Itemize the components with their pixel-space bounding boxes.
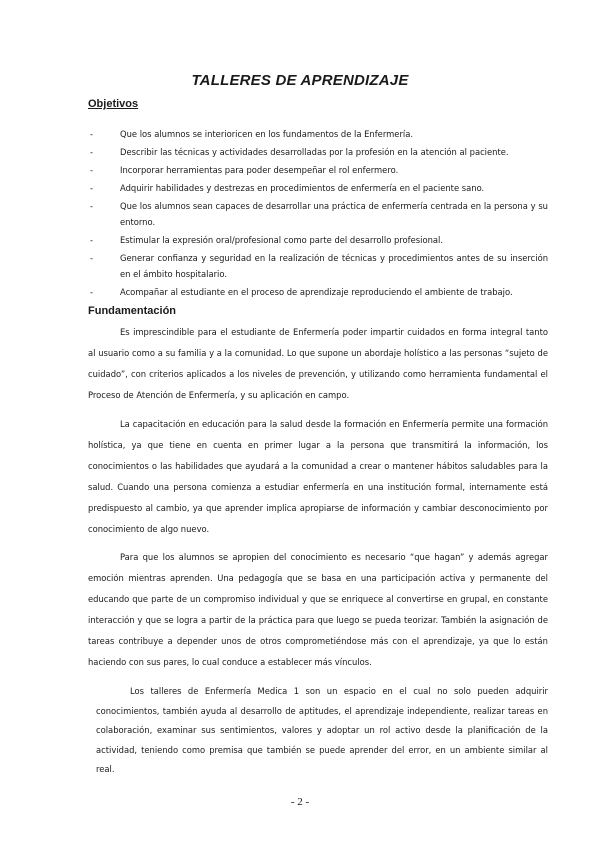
objective-text: Estimular la expresión oral/profesional como parte del desarrollo profesional. bbox=[120, 235, 444, 245]
paragraph-2: La capacitación en educación para la salud desde la formación en Enfermería permite una formación holística, ya que tiene en cuenta en primer lugar a la persona que transmitirá la información, los conocimientos o las habilidades que ayudará a la comunidad a crear o mantener hábitos saludables para la salud. Cuando una persona comienza a estudiar enfermería en una institución formal, internamente está predispuesto al cambio, ya que aprender implica apropiarse de información y cambiar desconocimiento por conocimiento de algo nuevo. bbox=[88, 419, 548, 534]
bullet-dash: - bbox=[90, 129, 94, 139]
objective-text: Que los alumnos sean capaces de desarrollar una práctica de enfermería centrada en la persona y su entorno. bbox=[120, 201, 548, 227]
bullet-dash: - bbox=[90, 235, 94, 245]
objective-text: Incorporar herramientas para poder desempeñar el rol enfermero. bbox=[120, 165, 399, 175]
list-item bbox=[88, 162, 548, 178]
list-item bbox=[88, 284, 548, 300]
fundamentacion-heading: Fundamentación bbox=[88, 305, 177, 317]
list-item bbox=[88, 144, 548, 160]
bullet-dash: - bbox=[90, 147, 94, 157]
page-number: - 2 - bbox=[290, 796, 310, 808]
objective-text: Que los alumnos se interioricen en los fundamentos de la Enfermería. bbox=[120, 129, 414, 139]
paragraph-1: Es imprescindible para el estudiante de Enfermería poder impartir cuidados en forma integral tanto al usuario como a su familia y a la comunidad. Lo que supone un abordaje holístico a las personas “sujeto de cuidado”, con criterios aplicados a los niveles de prevención, y utilizando como herramienta fundamental el Proceso de Atención de Enfermería, y su aplicación en campo. bbox=[88, 327, 548, 400]
list-item bbox=[88, 180, 548, 196]
bullet-dash: - bbox=[90, 183, 94, 193]
bullet-dash: - bbox=[90, 201, 94, 211]
list-item bbox=[88, 232, 548, 248]
list-item bbox=[88, 250, 548, 282]
document-title: TALLERES DE APRENDIZAJE bbox=[191, 72, 409, 89]
bullet-dash: - bbox=[90, 253, 94, 263]
list-item bbox=[88, 198, 548, 230]
objectives-heading: Objetivos bbox=[88, 98, 139, 110]
list-item bbox=[88, 126, 548, 142]
objective-text: Generar confianza y seguridad en la realización de técnicas y procedimientos antes de su inserción en el ámbito hospitalario. bbox=[120, 253, 548, 279]
objective-text: Describir las técnicas y actividades desarrolladas por la profesión en la atención al paciente. bbox=[120, 147, 509, 157]
objective-text: Acompañar al estudiante en el proceso de aprendizaje reproduciendo el ambiente de trabajo. bbox=[120, 287, 513, 297]
paragraph-3: Para que los alumnos se apropien del conocimiento es necesario “que hagan” y además agregar emoción mientras aprenden. Una pedagogía que se basa en una participación activa y permanente del educando que parte de un compromiso individual y que se enriquece al convertirse en grupal, en constante interacción y que se logra a partir de la práctica para que luego se pueda teorizar. También la asignación de tareas contribuye a depender unos de otros comprometiéndose más con el aprendizaje, ya que lo están haciendo con sus pares, lo cual conduce a establecer más vínculos. bbox=[88, 552, 548, 667]
paragraph-4: Los talleres de Enfermería Medica 1 son un espacio en el cual no solo pueden adquirir conocimientos, también ayuda al desarrollo de aptitudes, el aprendizaje independiente, realizar tareas en colaboración, examinar sus sentimientos, valores y adoptar un rol activo desde la planificación de la actividad, teniendo como premisa que también se puede aprender del error, en un ambiente similar al real. bbox=[96, 686, 548, 774]
objectives-list bbox=[88, 126, 548, 302]
bullet-dash: - bbox=[90, 287, 94, 297]
objective-text: Adquirir habilidades y destrezas en procedimientos de enfermería en el paciente sano. bbox=[120, 183, 485, 193]
bullet-dash: - bbox=[90, 165, 94, 175]
